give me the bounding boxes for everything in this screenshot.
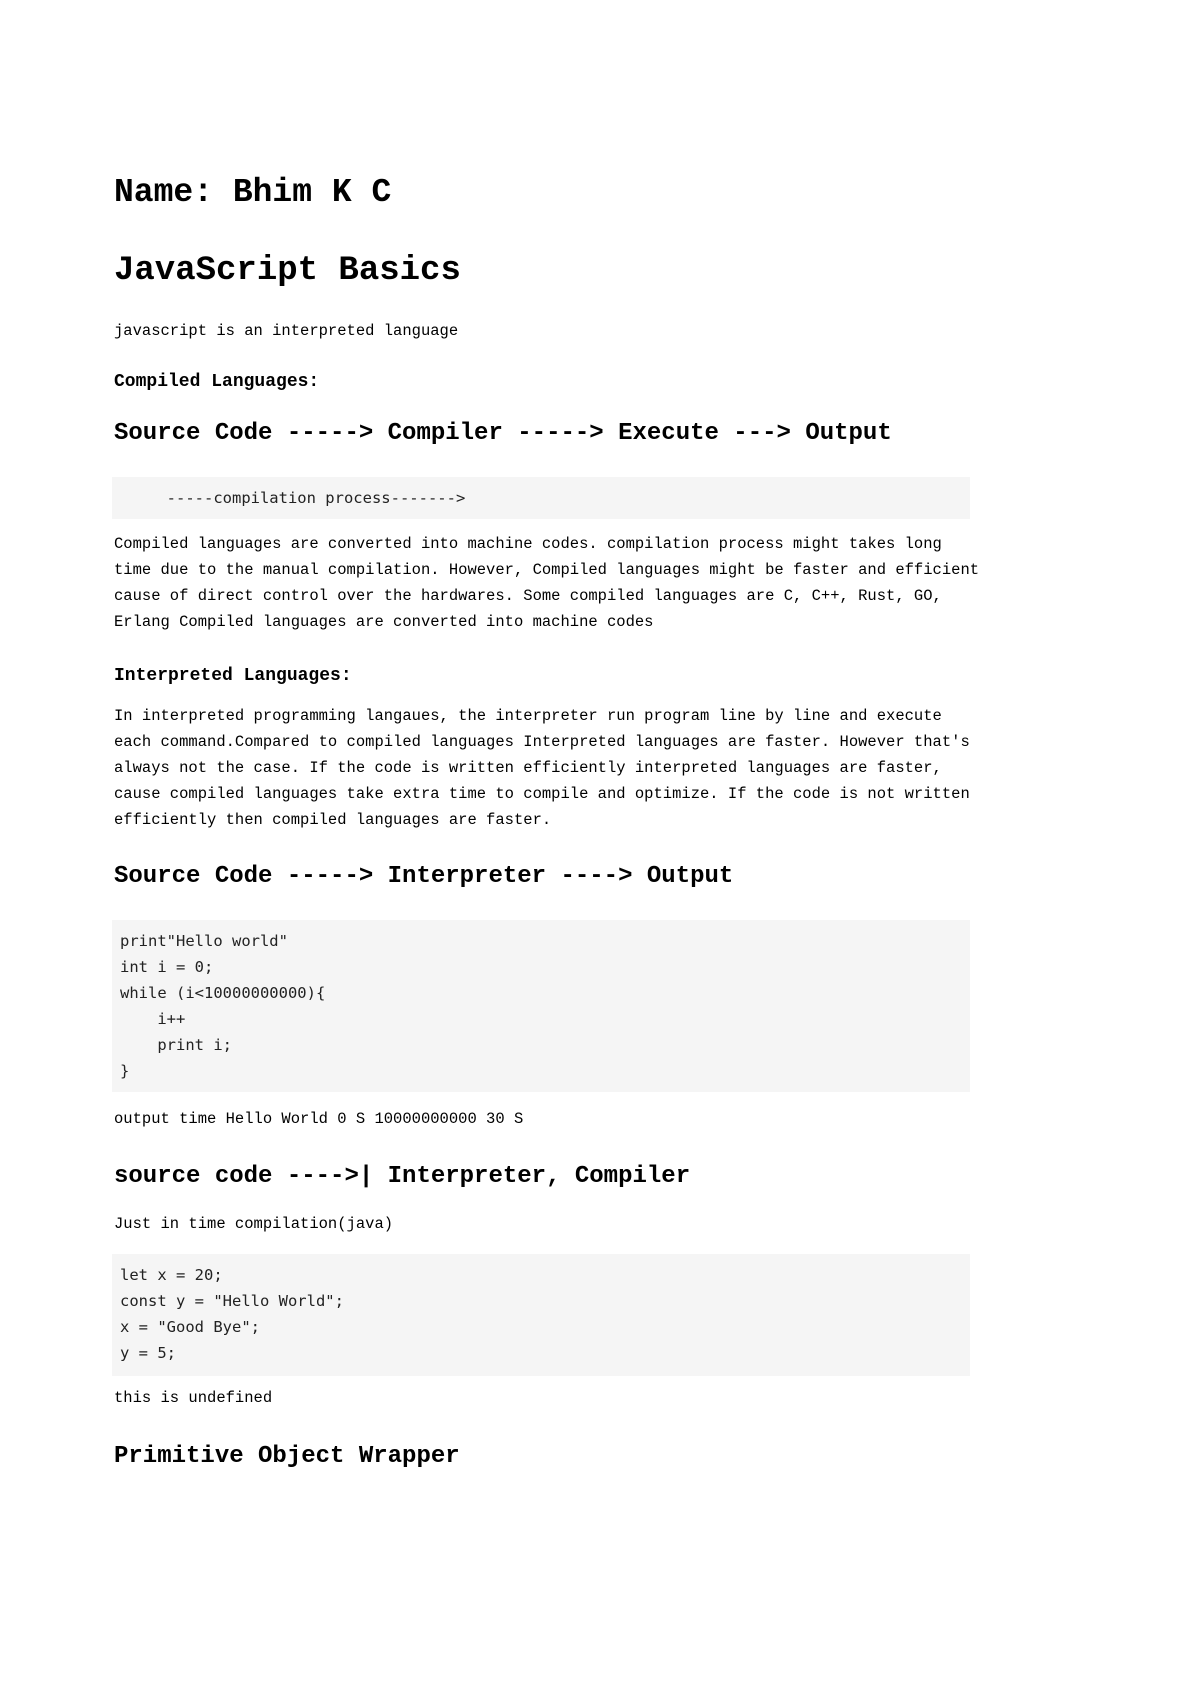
interpreted-description: In interpreted programming langaues, the interpreter run program line by line and execute each command.Compared to compiled languages Interpreted languages are faster. However that's always not the case. If the code is written efficiently interpreted languages are faster, cause compiled languages take extra time to compile and optimize. If the code is not written efficiently then compiled languages are faster.: [114, 707, 970, 829]
undefined-note: this is undefined: [114, 1389, 273, 1407]
variables-code-block: let x = 20; const y = "Hello World"; x = "Good Bye"; y = 5;: [112, 1254, 970, 1376]
author-name-heading: Name: Bhim K C: [114, 174, 392, 211]
compiled-languages-heading: Compiled Languages:: [114, 372, 320, 392]
jit-text: Just in time compilation(java): [114, 1215, 394, 1233]
interpreted-languages-heading: Interpreted Languages:: [114, 666, 352, 686]
intro-text: javascript is an interpreted language: [114, 322, 459, 340]
interpreter-flow-heading: Source Code -----> Interpreter ----> Output: [114, 863, 734, 890]
primitive-wrapper-heading: Primitive Object Wrapper: [114, 1443, 460, 1470]
compilation-process-code-block: -----compilation process------->: [112, 477, 970, 519]
interpreter-output-text: output time Hello World 0 S 10000000000 30 S: [114, 1110, 524, 1128]
compiled-flow-heading: Source Code -----> Compiler -----> Execute ---> Output: [114, 420, 892, 447]
interpreter-example-code-block: print"Hello world" int i = 0; while (i<10000000000){ i++ print i; }: [112, 920, 970, 1092]
page-title: JavaScript Basics: [114, 252, 461, 290]
compiled-description: Compiled languages are converted into machine codes. compilation process might takes long time due to the manual compilation. However, Compiled languages might be faster and efficient cause of direct control over the hardwares. Some compiled languages are C, C++, Rust, GO, Erlang Compiled languages are converted into machine codes: [114, 535, 980, 631]
jit-flow-heading: source code ---->| Interpreter, Compiler: [114, 1163, 691, 1190]
